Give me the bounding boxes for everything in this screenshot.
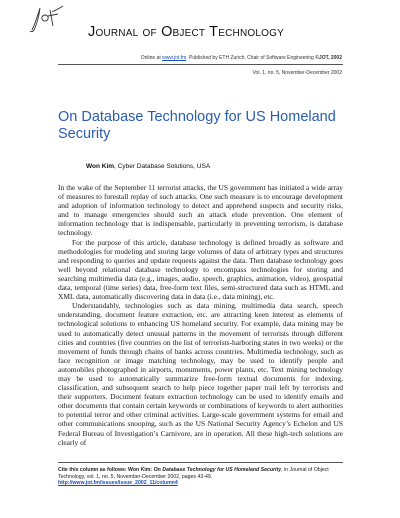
volume-info: Vol. 1, no. 5, November-December 2002 [252,70,342,76]
copyright-notice: ©JOT, 2002 [315,55,342,61]
pub-prefix: Online at [140,55,163,61]
header-divider [58,64,343,65]
journal-logo [28,4,64,34]
body-paragraph-2: For the purpose of this article, database technology is defined broadly as software and methodologies for modeling and storing large volumes of data of arbitrary types and structures and responding to queries and update requests against the data. Then database technology goes well beyond relational database technology to encompass technologies for storing and searching multimedia data (e.g., images, audio, speech, graphics, animation, video), geospatial data, temporal (time series) data, free-form text files, semi-structured data such as HTML and XML data, automatically discovering data in data (i.e., data mining), etc. [58,237,343,302]
body-paragraph-3: Understandably, technologies such as data mining, multimedia data search, speech understanding, document feature extraction, etc. are attracting keen interest as elements of technological solutions to enhancing US homeland security. For example, data mining may be used to automatically detect unusual patterns in the movement of terrorists through different cities and countries (five countries on the list of terrorists-harboring states in two weeks) or the movement of funds through chains of banks across countries. Multimedia technology, such as face recognition or image matching technology, may be used to identify people and automobiles photographed in airports, monuments, power plants, etc. Text mining technology may be used to automatically summarize free-form textual documents for indexing, classification, and subsequent search to help piece together paper trail left by terrorists and their supporters. Document feature extraction technology can be used to identify emails and other documents that contain certain keywords or combinations of keywords to alert authorities to potential terror and other criminal activities. Large-scale government systems for email and other communications snooping, such as the US National Security Agency’s Echelon and US Federal Bureau of Investigation’s Carnivore, are in operation. All these high-tech solutions are clearly of [58,301,343,447]
citation-title: On Database Technology for US Homeland Security [153,467,282,473]
journal-title: Journal of Object Technology [88,24,284,40]
citation-divider [58,462,343,463]
article-title: On Database Technology for US Homeland Security [58,109,336,142]
pub-middle: . Published by ETH Zurich, Chair of Software Engineering [186,55,316,61]
author-line [86,163,210,170]
author-name: Won Kim [86,163,115,170]
jot-website-link[interactable]: www.jot.fm [162,55,187,61]
citation-suffix: , in Journal of Object Technology, vol. 1, no. 5, November-December 2002, pages 43-49. [58,467,329,480]
citation-prefix: Cite this column as follows: Won Kim: [58,467,154,473]
citation-block [58,467,343,487]
article-body [58,183,343,447]
publication-line [141,55,342,61]
body-paragraph-1: In the wake of the September 11 terrorist attacks, the US government has initiated a wide array of measures to forestall replay of such attacks. One such measure is to encourage development and adoption of information technology to detect and apprehend suspects and security risks, and to manage emergencies should such an attack elude prevention. One element of information technology that is indispensable, particularly in preventing terrorism, is database technology. [58,183,343,238]
author-affiliation: , Cyber Database Solutions, USA [114,163,211,170]
citation-link[interactable]: http://www.jot.fm/issues/issue_2002_11/column4 [58,480,178,487]
